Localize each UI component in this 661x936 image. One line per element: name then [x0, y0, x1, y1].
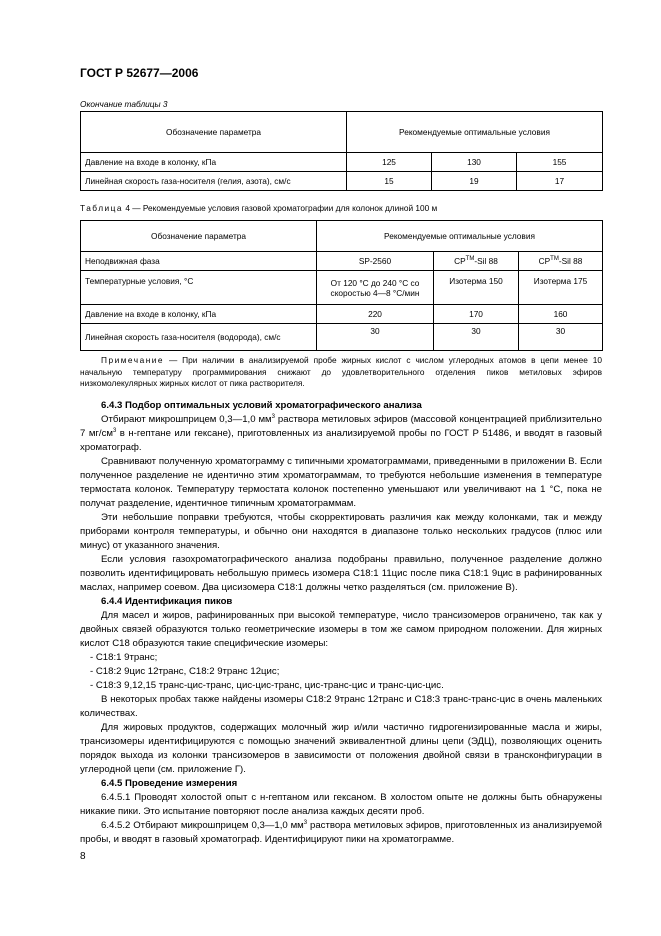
note-text: — При наличии в анализируемой пробе жирных кислот с числом углеродных атомов в цепи менее 10 начальную температуру программирования снижают до удовлетворительного отделения пиков метиловых эфиров низкомолекулярных жирных кислот от пика растворителя. [80, 355, 602, 388]
superscript: 3 [112, 427, 117, 434]
section-heading: 6.4.4 Идентификация пиков [101, 596, 233, 607]
table-cell-label: Температурные условия, °С [81, 271, 317, 305]
section-heading: 6.4.3 Подбор оптимальных условий хроматографического анализа [101, 400, 422, 411]
table-row [81, 324, 603, 351]
table-cell: 220 [317, 305, 434, 324]
cell-text: -Sil 88 [474, 256, 498, 266]
table-cell: 30 [519, 324, 603, 351]
table4 [80, 220, 603, 351]
cell-text: CP [538, 256, 551, 266]
table-cell-label: Линейная скорость газа-носителя (водорода), см/с [81, 324, 317, 351]
paragraph [80, 819, 602, 847]
table-cell-label: Давление на входе в колонку, кПа [81, 153, 347, 172]
superscript: 3 [271, 413, 275, 420]
table-cell: Изотерма 175 [519, 271, 603, 305]
table4-header-row [81, 221, 603, 252]
paragraph [80, 413, 602, 455]
trademark-sup: TM [465, 256, 475, 263]
table-cell: От 120 °С до 240 °С со скоростью 4—8 °С/мин [317, 271, 434, 305]
paragraph: Для масел и жиров, рафинированных при высокой температуре, число трансизомеров ограничено, так как у двойных связей образуются только геометрические изомеры в том же самом природном положении. Для жирных кислот С18 образуются такие специфические изомеры: [80, 610, 602, 649]
trademark-sup: TM [550, 256, 559, 263]
table-cell: SP-2560 [317, 252, 434, 271]
table-cell-label: Линейная скорость газа-носителя (гелия, азота), см/с [81, 172, 347, 191]
paragraph: Для жировых продуктов, содержащих молочный жир и/или частично гидрогенизированные масла и жиры, трансизомеры идентифицируются с помощью значений эквивалентной длины цепи (ЭДЦ), позволяющих оценить порядок выхода из колонки трансизомеров в зависимости от положения двойной связи в трансконфигурации в углеродной цепи (см. приложение Г). [80, 722, 602, 775]
table-cell: 19 [432, 172, 517, 191]
table4-caption [80, 203, 437, 213]
table-row [81, 153, 603, 172]
table3-header-row [81, 112, 603, 153]
table-cell: 155 [517, 153, 603, 172]
table-cell: 30 [317, 324, 434, 351]
table-row [81, 271, 603, 305]
table-cell: 17 [517, 172, 603, 191]
paragraph: 6.4.5.1 Проводят холостой опыт с н-гептаном или гексаном. В холостом опыте не должны быть обнаружены никакие пики. Это испытание повторяют после анализа каждых десяти проб. [80, 792, 602, 817]
superscript: 3 [303, 819, 308, 826]
table4-col-cond: Рекомендуемые оптимальные условия [317, 221, 603, 252]
table3-caption: Окончание таблицы 3 [80, 99, 168, 109]
body-text [80, 399, 602, 847]
text-run: раствора метиловых эфиров (массовой концентрацией приблизительно 7 мг/см [80, 414, 602, 439]
table4-col-param: Обозначение параметра [81, 221, 317, 252]
table-cell [519, 252, 603, 271]
table-cell: 30 [434, 324, 519, 351]
paragraph: В некоторых пробах также найдены изомеры С18:2 9транс 12транс и С18:3 транс-транс-цис в очень маленьких количествах. [80, 694, 602, 719]
table-cell: 160 [519, 305, 603, 324]
text-run: в н-гептане или гексане), приготовленных из анализируемой пробы по ГОСТ Р 51486, и вводят в газовый хроматограф. [80, 428, 602, 453]
text-run: раствора метиловых эфиров, приготовленных из анализируемой пробы, и вводят в газовый хроматограф. Идентифицируют пики на хроматограмме. [80, 820, 602, 845]
table-cell: 125 [347, 153, 432, 172]
note-word: Примечание [101, 355, 165, 365]
table-row [81, 305, 603, 324]
table-row [81, 172, 603, 191]
page-number: 8 [80, 851, 86, 862]
text-run: 6.4.5.2 Отбирают микрошприцем 0,3—1,0 мм [101, 820, 304, 831]
list-item: - С18:2 9цис 12транс, С18:2 9транс 12цис; [90, 666, 280, 677]
table4-caption-text: 4 — Рекомендуемые условия газовой хроматографии для колонок длиной 100 м [125, 203, 438, 213]
table-cell: 170 [434, 305, 519, 324]
table-cell-label: Давление на входе в колонку, кПа [81, 305, 317, 324]
table-cell [434, 252, 519, 271]
table-row [81, 252, 603, 271]
table-cell: Изотерма 150 [434, 271, 519, 305]
text-run: Отбирают микрошприцем 0,3—1,0 мм [101, 414, 272, 425]
table3 [80, 111, 603, 191]
section-heading: 6.4.5 Проведение измерения [101, 778, 238, 789]
cell-text: -Sil 88 [558, 256, 583, 266]
cell-text: CP [454, 256, 466, 266]
table-note [80, 355, 602, 390]
table-cell: 15 [347, 172, 432, 191]
list-item: - С18:3 9,12,15 транс-цис-транс, цис-цис-транс, цис-транс-цис и транс-цис-цис. [90, 680, 444, 691]
paragraph: Если условия газохроматографического анализа подобраны правильно, полученное разделение должно позволить идентифицировать небольшую примесь изомера С18:1 11цис после пика С18:1 9цис в рафинированных маслах, например соевом. Два цисизомера С18:1 должны четко разделяться (см. приложение В). [80, 554, 602, 593]
table4-caption-word: Таблица [80, 203, 124, 213]
list-item: - С18:1 9транс; [90, 652, 158, 663]
document-id-header: ГОСТ Р 52677—2006 [80, 66, 199, 80]
table3-col-param: Обозначение параметра [81, 112, 347, 153]
paragraph: Эти небольшие поправки требуются, чтобы скорректировать различия как между колонками, так и между приборами контроля температуры, и обычно они находятся в диапазоне только нескольких градусов (плюс или минус) от указанного значения. [80, 512, 602, 551]
paragraph: Сравнивают полученную хроматограмму с типичными хроматограммами, приведенными в приложении В. Если полученное разделение не идентично этим хроматограммам, то требуются небольшие изменения в температуре термостата колонок. Температуру термостата колонок постепенно уменьшают или увеличивают на 1 °С, пока не получат разделение, идентичное типичным хроматограммам. [80, 456, 602, 509]
table3-col-cond: Рекомендуемые оптимальные условия [347, 112, 603, 153]
table-cell: 130 [432, 153, 517, 172]
table-cell-label: Неподвижная фаза [81, 252, 317, 271]
